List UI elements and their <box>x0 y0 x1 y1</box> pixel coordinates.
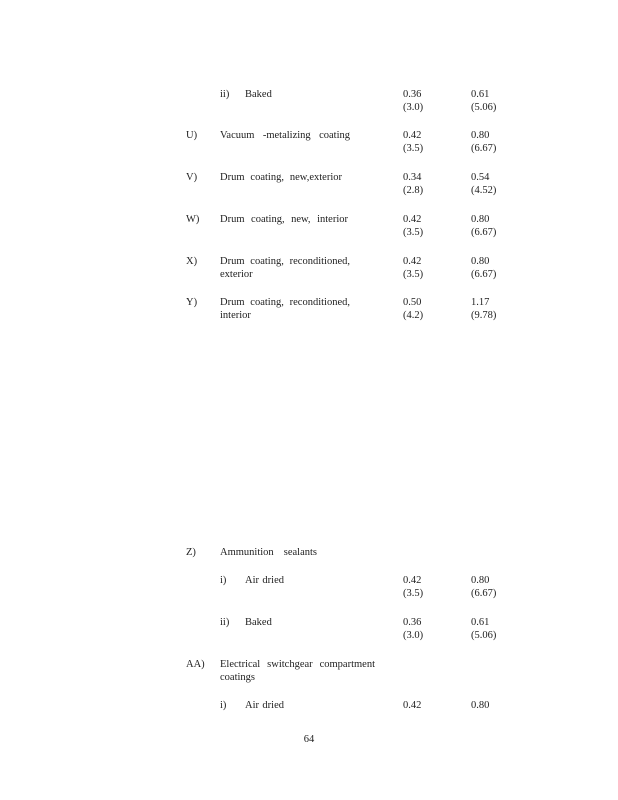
value-secondary: (6.67) <box>471 143 497 154</box>
value-secondary: (3.5) <box>403 269 424 280</box>
value-primary: 0.61 <box>471 617 490 628</box>
description-line: coatings <box>220 672 255 683</box>
value-primary: 0.42 <box>403 256 422 267</box>
item-number: ii) <box>220 89 230 100</box>
value-secondary: (3.5) <box>403 227 424 238</box>
description-line: Electrical switchgear compartment <box>220 659 375 670</box>
value-secondary: (6.67) <box>471 227 497 238</box>
page-number: 64 <box>303 734 315 745</box>
item-description: Air dried <box>245 575 284 586</box>
item-label: Z) <box>186 547 196 558</box>
item-description: Baked <box>245 617 272 628</box>
value-secondary: (4.52) <box>471 185 497 196</box>
value-col2 <box>471 213 496 239</box>
value-col1 <box>403 171 423 197</box>
item-description <box>220 296 350 322</box>
item-number: i) <box>220 700 227 711</box>
value-secondary: (9.78) <box>471 310 497 321</box>
item-label: W) <box>186 214 200 225</box>
value-col1 <box>403 296 423 322</box>
value-primary: 0.42 <box>403 130 422 141</box>
value-primary: 0.50 <box>403 297 422 308</box>
value-primary: 0.80 <box>471 130 490 141</box>
value-col2 <box>471 616 496 642</box>
value-col2 <box>471 171 496 197</box>
item-number: i) <box>220 575 227 586</box>
value-secondary: (3.0) <box>403 630 424 641</box>
value-primary: 0.42 <box>403 700 422 711</box>
item-description: Vacuum -metalizing coating <box>220 130 350 141</box>
value-primary: 0.80 <box>471 700 490 711</box>
item-label: Y) <box>186 297 198 308</box>
description-line: Drum coating, reconditioned, <box>220 256 350 267</box>
value-secondary: (4.2) <box>403 310 424 321</box>
value-primary: 0.36 <box>403 617 422 628</box>
item-label: AA) <box>186 659 205 670</box>
value-col1 <box>403 255 423 281</box>
item-description <box>220 658 375 684</box>
description-line: Drum coating, reconditioned, <box>220 297 350 308</box>
item-description: Drum coating, new, interior <box>220 214 348 225</box>
item-description: Ammunition sealants <box>220 547 317 558</box>
value-primary: 0.80 <box>471 575 490 586</box>
value-col2 <box>471 255 496 281</box>
value-secondary: (5.06) <box>471 630 497 641</box>
value-primary: 0.36 <box>403 89 422 100</box>
item-description: Baked <box>245 89 272 100</box>
value-col2 <box>471 88 496 114</box>
value-primary: 0.80 <box>471 214 490 225</box>
value-primary: 0.54 <box>471 172 490 183</box>
value-col2 <box>471 574 496 600</box>
value-secondary: (6.67) <box>471 588 497 599</box>
value-secondary: (3.5) <box>403 143 424 154</box>
value-primary: 1.17 <box>471 297 490 308</box>
value-primary: 0.61 <box>471 89 490 100</box>
item-description: Air dried <box>245 700 284 711</box>
value-secondary: (5.06) <box>471 102 497 113</box>
item-description <box>220 255 350 281</box>
value-primary: 0.80 <box>471 256 490 267</box>
item-label: U) <box>186 130 198 141</box>
value-secondary: (3.0) <box>403 102 424 113</box>
value-col1 <box>403 213 423 239</box>
value-primary: 0.34 <box>403 172 422 183</box>
value-col1 <box>403 699 421 712</box>
value-col2 <box>471 129 496 155</box>
item-description: Drum coating, new,exterior <box>220 172 342 183</box>
value-col1 <box>403 574 423 600</box>
value-secondary: (2.8) <box>403 185 424 196</box>
item-number: ii) <box>220 617 230 628</box>
description-line: exterior <box>220 269 253 280</box>
value-secondary: (3.5) <box>403 588 424 599</box>
value-col1 <box>403 88 423 114</box>
value-col2 <box>471 699 489 712</box>
value-col1 <box>403 616 423 642</box>
item-label: V) <box>186 172 198 183</box>
item-label: X) <box>186 256 198 267</box>
value-col1 <box>403 129 423 155</box>
value-col2 <box>471 296 496 322</box>
value-secondary: (6.67) <box>471 269 497 280</box>
description-line: interior <box>220 310 251 321</box>
value-primary: 0.42 <box>403 575 422 586</box>
value-primary: 0.42 <box>403 214 422 225</box>
